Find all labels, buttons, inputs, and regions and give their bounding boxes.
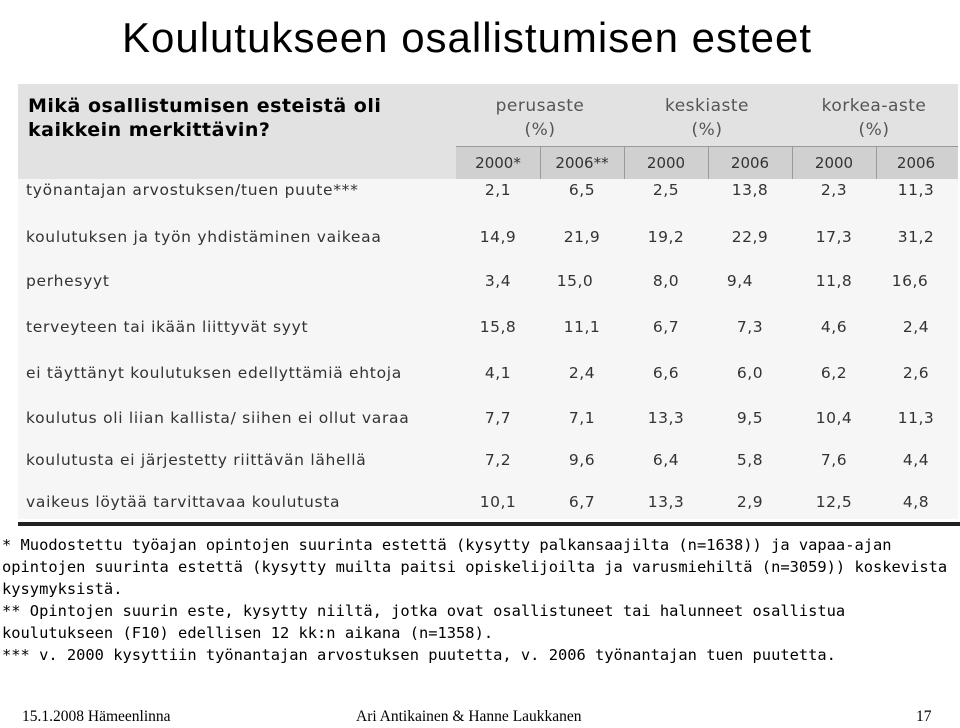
table-cell: 4,6 (820, 318, 848, 336)
year-header: 2006** (555, 154, 609, 172)
question-line-2: kaikkein merkittävin? (28, 119, 271, 141)
table-cell: 6,6 (652, 364, 680, 382)
table-cell: 10,4 (815, 409, 853, 427)
table-cell: 3,4 (484, 272, 512, 290)
table-row (18, 439, 958, 485)
row-label: koulutus oli liian kallista/ siihen ei ollut varaa (26, 409, 410, 427)
table-cell: 21,9 (563, 228, 601, 246)
table-cell: 8,0 (652, 272, 680, 290)
group-header-keskiaste (623, 94, 791, 142)
group-unit: (%) (524, 120, 556, 140)
table-cell: 16,6 (891, 272, 929, 290)
table-cell: 7,1 (568, 409, 596, 427)
footnote-1: * Muodostettu työajan opintojen suurinta estettä (kysytty palkansaajilta (n=1638)) ja vapaa-ajan opintojen suurinta estettä (kysytty muilta paitsi opiskelijoilta ja varusmiehiltä (n=3059)) koskevista kysymyksistä. (2, 536, 948, 598)
table-cell: 2,4 (902, 318, 930, 336)
table-cell: 6,7 (568, 493, 596, 511)
table-cell: 7,3 (736, 318, 764, 336)
table-cell: 2,5 (652, 181, 680, 199)
table-cell: 6,5 (568, 181, 596, 199)
table-cell: 6,2 (820, 364, 848, 382)
table-row (18, 397, 958, 443)
table-cell: 31,2 (897, 228, 935, 246)
footnotes (2, 534, 958, 666)
footnote-3: *** v. 2000 kysyttiin työnantajan arvostuksen puutetta, v. 2006 työnantajan tuen puutetta. (2, 646, 836, 664)
table-cell: 15,8 (479, 318, 517, 336)
table-cell: 22,9 (731, 228, 769, 246)
table-cell: 2,4 (568, 364, 596, 382)
table-cell: 13,8 (731, 181, 769, 199)
group-unit: (%) (691, 120, 723, 140)
table-cell: 14,9 (479, 228, 517, 246)
table-cell: 4,1 (484, 364, 512, 382)
table-row (18, 352, 958, 398)
table-row (18, 260, 958, 306)
year-header: 2000* (475, 154, 521, 172)
group-header-perusaste (456, 94, 624, 142)
table-cell: 10,1 (479, 493, 517, 511)
table-cell: 2,6 (902, 364, 930, 382)
table-row (18, 169, 958, 215)
table-cell: 7,2 (484, 451, 512, 469)
table-cell: 7,6 (820, 451, 848, 469)
table-cell: 2,9 (736, 493, 764, 511)
table-cell: 15,0 (556, 272, 594, 290)
table-row (18, 481, 958, 527)
group-name: perusaste (495, 96, 585, 116)
table-cell: 9,4 (726, 272, 754, 290)
table-cell: 11,3 (897, 409, 935, 427)
year-header: 2000 (814, 154, 854, 172)
table-cell: 2,3 (820, 181, 848, 199)
row-label: vaikeus löytää tarvittavaa koulutusta (26, 493, 341, 511)
table-cell: 6,7 (652, 318, 680, 336)
table-cell: 11,8 (815, 272, 853, 290)
slide-title: Koulutukseen osallistumisen esteet (122, 14, 813, 61)
table-cell: 11,3 (897, 181, 935, 199)
row-label: koulutuksen ja työn yhdistäminen vaikeaa (26, 228, 382, 246)
group-name: korkea-aste (821, 96, 927, 116)
table-row (18, 306, 958, 352)
table-cell: 12,5 (815, 493, 853, 511)
question-line-1: Mikä osallistumisen esteistä oli (28, 95, 382, 117)
table-cell: 11,1 (563, 318, 601, 336)
row-label: terveyteen tai ikään liittyvät syyt (26, 318, 309, 336)
footnote-2: ** Opintojen suurin este, kysytty niiltä, jotka ovat osallistuneet tai halunneet osallistua koulutukseen (F10) edellisen 12 kk:n aikana (n=1358). (2, 602, 846, 642)
year-header: 2000 (646, 154, 686, 172)
row-label: koulutusta ei järjestetty riittävän lähellä (26, 451, 367, 469)
table-cell: 5,8 (736, 451, 764, 469)
row-label: työnantajan arvostuksen/tuen puute*** (26, 181, 359, 199)
year-header: 2006 (730, 154, 770, 172)
year-header: 2006 (896, 154, 936, 172)
table-cell: 9,6 (568, 451, 596, 469)
group-unit: (%) (858, 120, 890, 140)
page-number: 17 (916, 708, 932, 725)
group-header-korkea-aste (790, 94, 958, 142)
table-cell: 4,4 (902, 451, 930, 469)
table-cell: 6,4 (652, 451, 680, 469)
table-row (18, 216, 958, 262)
footer-authors: Ari Antikainen & Hanne Laukkanen (356, 708, 582, 725)
table-cell: 13,3 (647, 409, 685, 427)
group-name: keskiaste (664, 96, 750, 116)
table-cell: 19,2 (647, 228, 685, 246)
table-cell: 7,7 (484, 409, 512, 427)
table-cell: 9,5 (736, 409, 764, 427)
table-cell: 6,0 (736, 364, 764, 382)
footer-date-place: 15.1.2008 Hämeenlinna (22, 708, 171, 725)
table-cell: 13,3 (647, 493, 685, 511)
row-label: ei täyttänyt koulutuksen edellyttämiä ehtoja (26, 364, 402, 382)
question-text (28, 94, 381, 142)
table-cell: 2,1 (484, 181, 512, 199)
obstacles-table (18, 84, 958, 527)
table-cell: 17,3 (815, 228, 853, 246)
table-cell: 4,8 (902, 493, 930, 511)
row-label: perhesyyt (26, 272, 110, 290)
table-bottom-rule (18, 522, 960, 526)
